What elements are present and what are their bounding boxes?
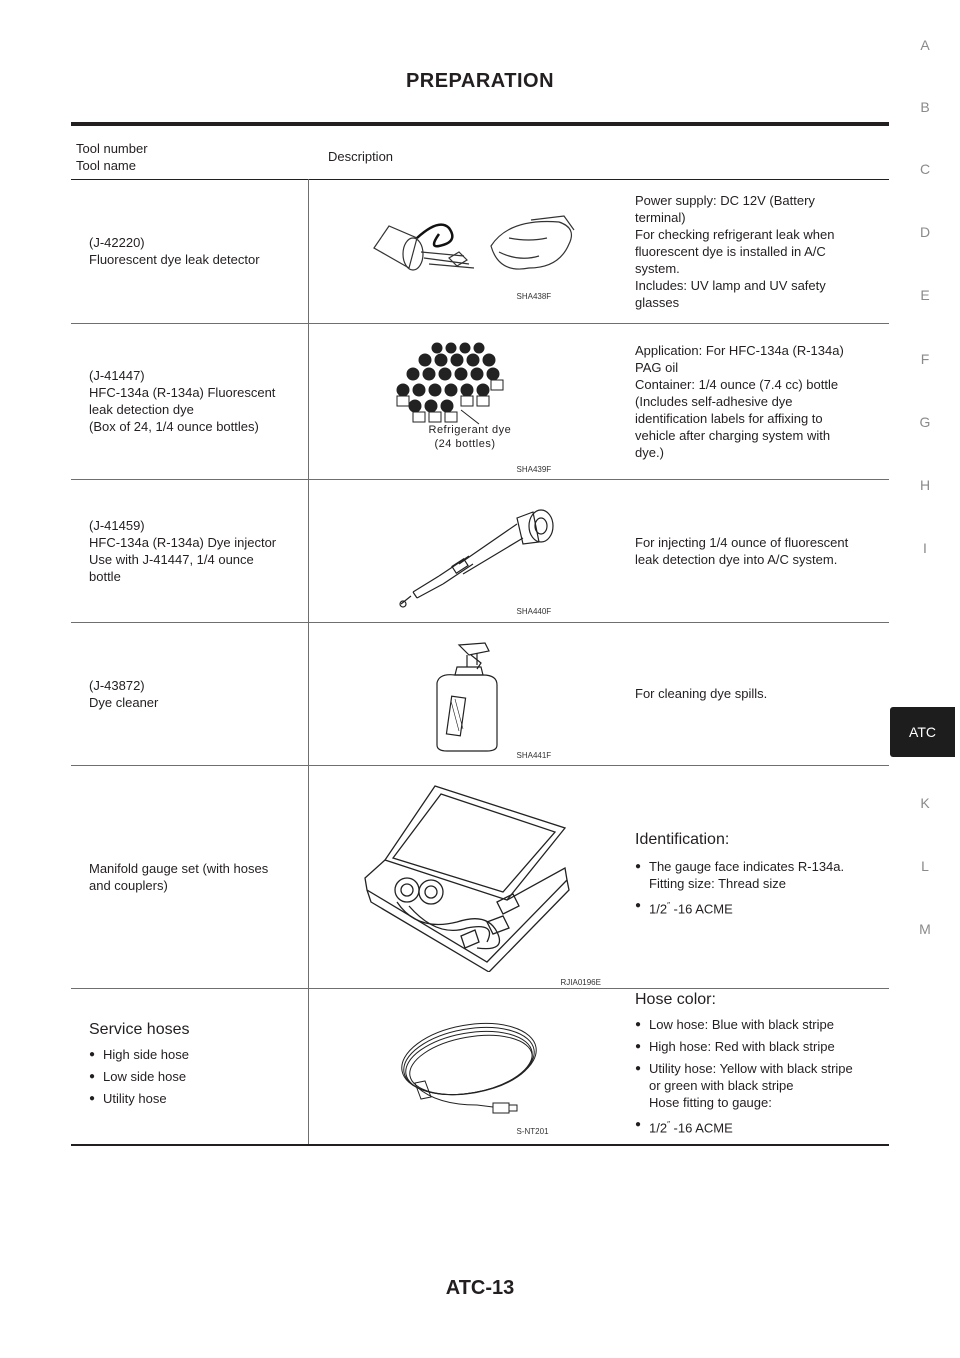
tool-number: (J-41447)	[89, 368, 145, 383]
page-title: PREPARATION	[405, 70, 555, 92]
tool-cell	[71, 323, 308, 479]
hose-color-list	[635, 1016, 877, 1136]
tool-number: (J-43872)	[89, 677, 145, 693]
section-index	[890, 0, 960, 1358]
tool-name: bottle	[89, 568, 121, 584]
leak-detector-illustration	[369, 208, 584, 293]
list-item: ● Low side hose	[89, 1068, 298, 1085]
tool-name: HFC-134a (R-134a) Dye injector	[89, 534, 277, 550]
section-link-k[interactable]: K	[920, 795, 930, 811]
image-code: SHA441F	[516, 750, 552, 760]
description-line: leak detection dye into A/C system.	[635, 551, 838, 567]
description-line: fluorescent dye is installed in A/C	[635, 243, 826, 259]
description-line: For checking refrigerant leak when	[635, 226, 835, 242]
list-item	[635, 1038, 877, 1055]
tool-table	[71, 122, 889, 1146]
inch-mark: ″	[667, 900, 670, 910]
hose-color-heading: Hose color:	[635, 990, 716, 1008]
list-item-text: Fitting size: Thread size	[649, 875, 787, 891]
dye-injector-illustration	[399, 504, 559, 614]
image-code: RJIA0196E	[560, 977, 601, 987]
list-item-text: Low hose: Blue with black stripe	[649, 1016, 834, 1032]
description-line: For injecting 1/4 ounce of fluorescent	[635, 534, 849, 550]
description-line: (Includes self-adhesive dye	[635, 393, 793, 409]
service-hoses-list	[89, 1046, 298, 1107]
list-item-text: -16 ACME	[669, 1120, 733, 1136]
description-cell	[635, 622, 889, 765]
description-line: identification labels for affixing to	[635, 410, 823, 426]
tool-name: leak detection dye	[89, 402, 194, 417]
coiled-hose-illustration	[397, 1009, 547, 1124]
gauge-set-case-illustration	[357, 782, 577, 972]
tool-name: Fluorescent dye leak detector	[89, 252, 260, 267]
description-cell	[635, 179, 889, 323]
table-row	[71, 179, 889, 323]
tool-number: (J-42220)	[89, 235, 145, 250]
tool-cell	[71, 622, 308, 765]
list-item-text: -16 ACME	[669, 901, 733, 917]
tool-name: HFC-134a (R-134a) Fluorescent	[89, 385, 276, 400]
header-tool-number: Tool number	[76, 141, 148, 156]
tool-name: and couplers)	[89, 877, 168, 893]
inch-mark: ″	[667, 1119, 670, 1129]
tool-cell	[71, 479, 308, 622]
image-cell	[308, 479, 635, 622]
description-line: PAG oil	[635, 359, 679, 375]
identification-list	[635, 858, 877, 917]
description-line: For cleaning dye spills.	[635, 686, 768, 701]
service-hoses-heading: Service hoses	[89, 1020, 190, 1038]
tool-name: (Box of 24, 1/4 ounce bottles)	[89, 419, 259, 434]
header-description: Description	[328, 149, 394, 164]
section-link-a[interactable]: A	[920, 37, 930, 53]
description-cell	[635, 479, 889, 622]
image-cell	[308, 179, 635, 323]
tool-number: (J-41459)	[89, 517, 145, 533]
list-item	[635, 897, 877, 917]
description-cell	[635, 323, 889, 479]
table-row	[71, 988, 889, 1145]
list-item	[635, 858, 877, 892]
spray-bottle-illustration	[427, 641, 507, 753]
tool-cell	[71, 765, 308, 988]
header-tool	[71, 124, 308, 179]
page-number: ATC-13	[445, 1277, 515, 1299]
section-link-h[interactable]: H	[919, 477, 931, 493]
table-row	[71, 622, 889, 765]
list-item-text: ● The gauge face indicates R-134a.	[649, 858, 845, 874]
image-code: SHA440F	[516, 606, 552, 616]
section-link-e[interactable]: E	[920, 287, 930, 303]
description-line: Includes: UV lamp and UV safety	[635, 277, 826, 293]
image-code: SHA439F	[516, 464, 552, 474]
description-line: system.	[635, 260, 680, 276]
image-cell	[308, 765, 635, 988]
description-line: vehicle after charging system with	[635, 427, 831, 443]
image-cell	[308, 622, 635, 765]
section-link-g[interactable]: G	[919, 414, 931, 430]
identification-heading: Identification:	[635, 830, 730, 848]
dye-bottles-illustration	[387, 340, 507, 430]
table-header-row	[71, 124, 889, 179]
tool-cell	[71, 988, 308, 1145]
description-line: Application: For HFC-134a (R-134a)	[635, 342, 844, 358]
image-code: S-NT201	[516, 1126, 549, 1136]
image-cell	[308, 323, 635, 479]
table-row	[71, 323, 889, 479]
image-code: SHA438F	[516, 291, 552, 301]
description-line: Power supply: DC 12V (Battery	[635, 192, 815, 208]
header-tool-name: Tool name	[76, 158, 136, 173]
table-row	[71, 479, 889, 622]
section-link-m[interactable]: M	[919, 921, 931, 937]
list-item: ● High side hose	[89, 1046, 298, 1063]
list-item: ● Utility hose	[89, 1090, 298, 1107]
image-label: (24 bottles)	[434, 437, 496, 450]
list-item	[635, 1116, 877, 1136]
list-item	[635, 1060, 877, 1111]
list-item-text: Hose fitting to gauge:	[649, 1094, 772, 1110]
description-line: Container: 1/4 ounce (7.4 cc) bottle	[635, 376, 839, 392]
section-link-l[interactable]: L	[921, 858, 929, 874]
image-label: Refrigerant dye	[428, 423, 512, 436]
section-link-c[interactable]: C	[919, 161, 931, 177]
description-cell	[635, 765, 889, 988]
list-item-text: or green with black stripe	[649, 1077, 794, 1093]
tool-cell	[71, 179, 308, 323]
tool-name: Dye cleaner	[89, 694, 159, 710]
section-link-d[interactable]: D	[919, 224, 931, 240]
description-line: dye.)	[635, 444, 664, 460]
list-item	[635, 1016, 877, 1033]
list-item-text: 1/2	[649, 1120, 668, 1136]
description-cell	[635, 988, 889, 1145]
list-item-text: 1/2	[649, 901, 668, 917]
section-link-i[interactable]: I	[923, 540, 927, 556]
image-cell	[308, 988, 635, 1145]
section-tab-atc-active[interactable]: ATC	[890, 707, 955, 757]
tool-name: Use with J-41447, 1/4 ounce	[89, 551, 254, 567]
section-link-f[interactable]: F	[920, 351, 930, 367]
description-line: terminal)	[635, 209, 686, 225]
table-row	[71, 765, 889, 988]
list-item-text: High hose: Red with black stripe	[649, 1038, 835, 1054]
list-item-text: ● Utility hose: Yellow with black stripe	[649, 1060, 853, 1076]
tool-name: Manifold gauge set (with hoses	[89, 860, 269, 876]
section-link-b[interactable]: B	[920, 99, 930, 115]
description-line: glasses	[635, 294, 680, 310]
